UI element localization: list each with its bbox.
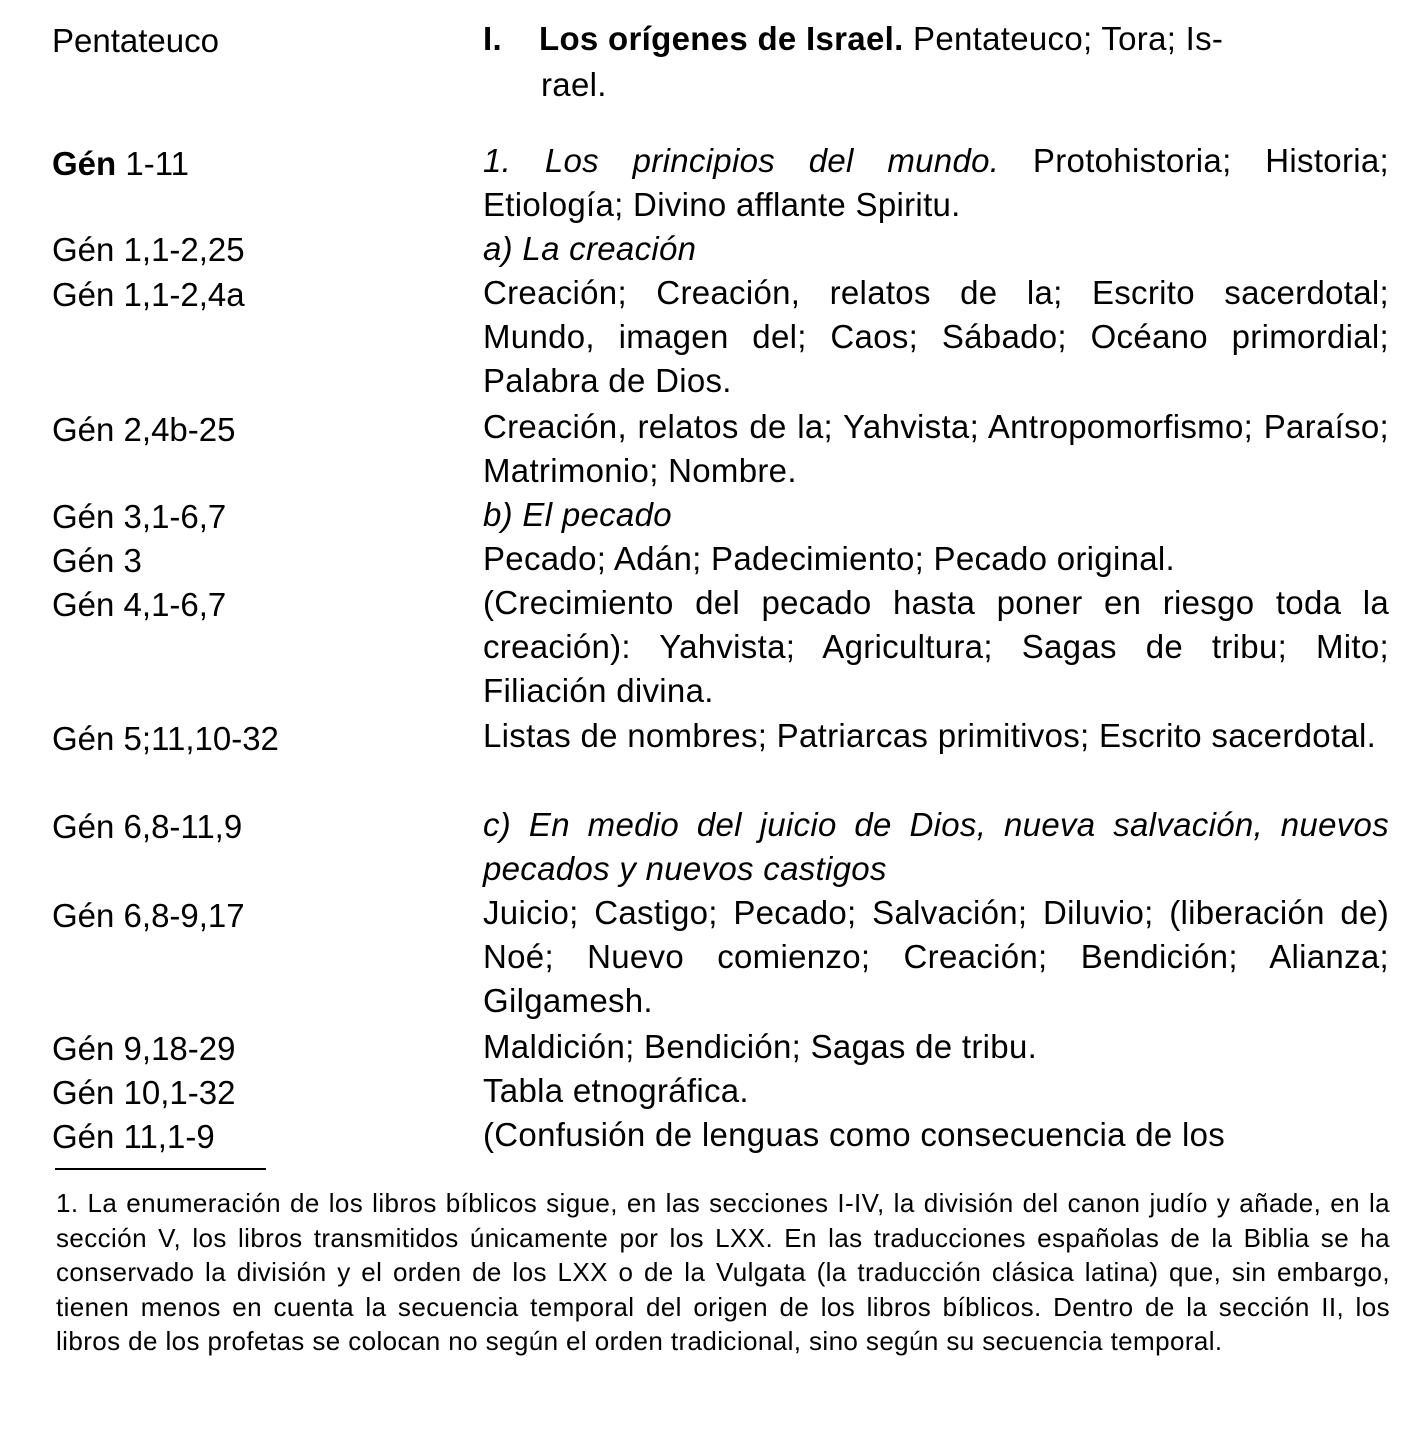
ref-number: 1-11 — [125, 145, 189, 182]
ref-number: 3,1-6,7 — [123, 498, 227, 535]
entry-text-8 — [483, 803, 1389, 891]
ref-number: 6,8-9,17 — [123, 897, 245, 934]
footnote — [56, 1186, 1390, 1359]
ref-gen-4-1-6-7 — [52, 583, 226, 627]
ref-number: 10,1-32 — [123, 1074, 236, 1111]
ref-number: 9,18-29 — [123, 1030, 236, 1067]
entry-text-1 — [483, 227, 1389, 271]
ref-book: Gén — [52, 1030, 115, 1067]
entry-text-10: Maldición; Bendición; Sagas de tribu. — [483, 1028, 1038, 1065]
entry-text-11: Tabla etnográfica. — [483, 1072, 749, 1109]
ref-book: Gén — [52, 897, 115, 934]
section-title: Los orígenes de Israel. — [539, 20, 904, 57]
ref-number: 4,1-6,7 — [123, 586, 227, 623]
entry-text-2: Creación; Creación, relatos de la; Escrito sacerdotal; Mundo, imagen del; Caos; Sábado; Océano primordial; Palabra de Dios. — [483, 274, 1389, 399]
ref-book: Gén — [52, 542, 115, 579]
entry-text-6: (Crecimiento del pecado hasta poner en riesgo toda la creación): Yahvista; Agricultura; Sagas de tribu; Mito; Filiación divina. — [483, 584, 1389, 709]
ref-gen-11-1-9 — [52, 1115, 215, 1159]
section-left-label: Pentateuco — [52, 22, 219, 59]
section-number: I. — [483, 20, 502, 57]
ref-book: Gén — [52, 231, 115, 268]
ref-gen-5-11-10-32 — [52, 717, 279, 761]
ref-book: Gén — [52, 276, 115, 313]
footnote-divider — [55, 1168, 266, 1170]
ref-book: Gén — [52, 808, 115, 845]
entry-keywords: Protohistoria; Historia; Etiología; Divino afflante Spiritu. — [483, 142, 1389, 223]
ref-gen-3-1-6-7 — [52, 495, 226, 539]
ref-gen-3 — [52, 539, 142, 583]
entry-text-0 — [483, 139, 1389, 227]
ref-book: Gén — [52, 1118, 115, 1155]
ref-number: 1,1-2,25 — [123, 231, 245, 268]
ref-number: 11,1-9 — [123, 1118, 215, 1155]
ref-gen-10-1-32 — [52, 1071, 235, 1115]
ref-gen-1-1-2-25 — [52, 228, 245, 272]
section-title-rest-2: rael. — [541, 66, 607, 103]
section-heading — [483, 16, 1389, 108]
ref-book: Gén — [52, 145, 117, 182]
ref-gen-2-4b-25 — [52, 408, 235, 452]
ref-gen-1-11 — [52, 142, 189, 186]
entry-subtitle: a) La creación — [483, 230, 697, 267]
ref-gen-9-18-29 — [52, 1027, 235, 1071]
entry-text-5: Pecado; Adán; Padecimiento; Pecado original. — [483, 540, 1175, 577]
ref-number: 2,4b-25 — [123, 411, 236, 448]
ref-book: Gén — [52, 1074, 115, 1111]
ref-number: 5;11,10-32 — [123, 720, 279, 757]
entry-text-3: Creación, relatos de la; Yahvista; Antropomorfismo; Paraíso; Matrimonio; Nombre. — [483, 408, 1389, 489]
ref-number: 6,8-11,9 — [123, 808, 243, 845]
footnote-text: La enumeración de los libros bíblicos sigue, en las secciones I-IV, la división del canon judío y añade, en la sección V, los libros transmitidos únicamente por los LXX. En las traducciones españolas de la Biblia se ha conservado la división y el orden de los LXX o de la Vulgata (la traducción clásica latina) que, sin embargo, tienen menos en cuenta la secuencia temporal del origen de los libros bíblicos. Dentro de la sección II, los libros de los profetas se colocan no según el orden tradicional, sino según su secuencia temporal. — [56, 1188, 1390, 1356]
ref-gen-6-8-11-9 — [52, 805, 242, 849]
ref-number: 3 — [123, 542, 142, 579]
ref-book: Gén — [52, 720, 115, 757]
entry-subtitle: 1. Los principios del mundo. — [483, 142, 1000, 179]
entry-subtitle: c) En medio del juicio de Dios, nueva salvación, nuevos pecados y nuevos castigos — [483, 806, 1389, 887]
ref-book: Gén — [52, 498, 115, 535]
entry-text-4 — [483, 493, 1389, 537]
ref-number: 1,1-2,4a — [123, 276, 245, 313]
ref-book: Gén — [52, 411, 115, 448]
section-title-rest-1: Pentateuco; Tora; Is- — [903, 20, 1224, 57]
entry-text-9: Juicio; Castigo; Pecado; Salvación; Diluvio; (liberación de) Noé; Nuevo comienzo; Creación; Bendición; Alianza; Gilgamesh. — [483, 894, 1389, 1019]
entry-text-7: Listas de nombres; Patriarcas primitivos; Escrito sacerdotal. — [483, 717, 1377, 754]
ref-book: Gén — [52, 586, 115, 623]
entry-subtitle: b) El pecado — [483, 496, 672, 533]
ref-gen-1-1-2-4a — [52, 273, 245, 317]
footnote-marker: 1. — [56, 1188, 79, 1218]
entry-text-12: (Confusión de lenguas como consecuencia de los — [483, 1116, 1226, 1153]
ref-gen-6-8-9-17 — [52, 894, 245, 938]
